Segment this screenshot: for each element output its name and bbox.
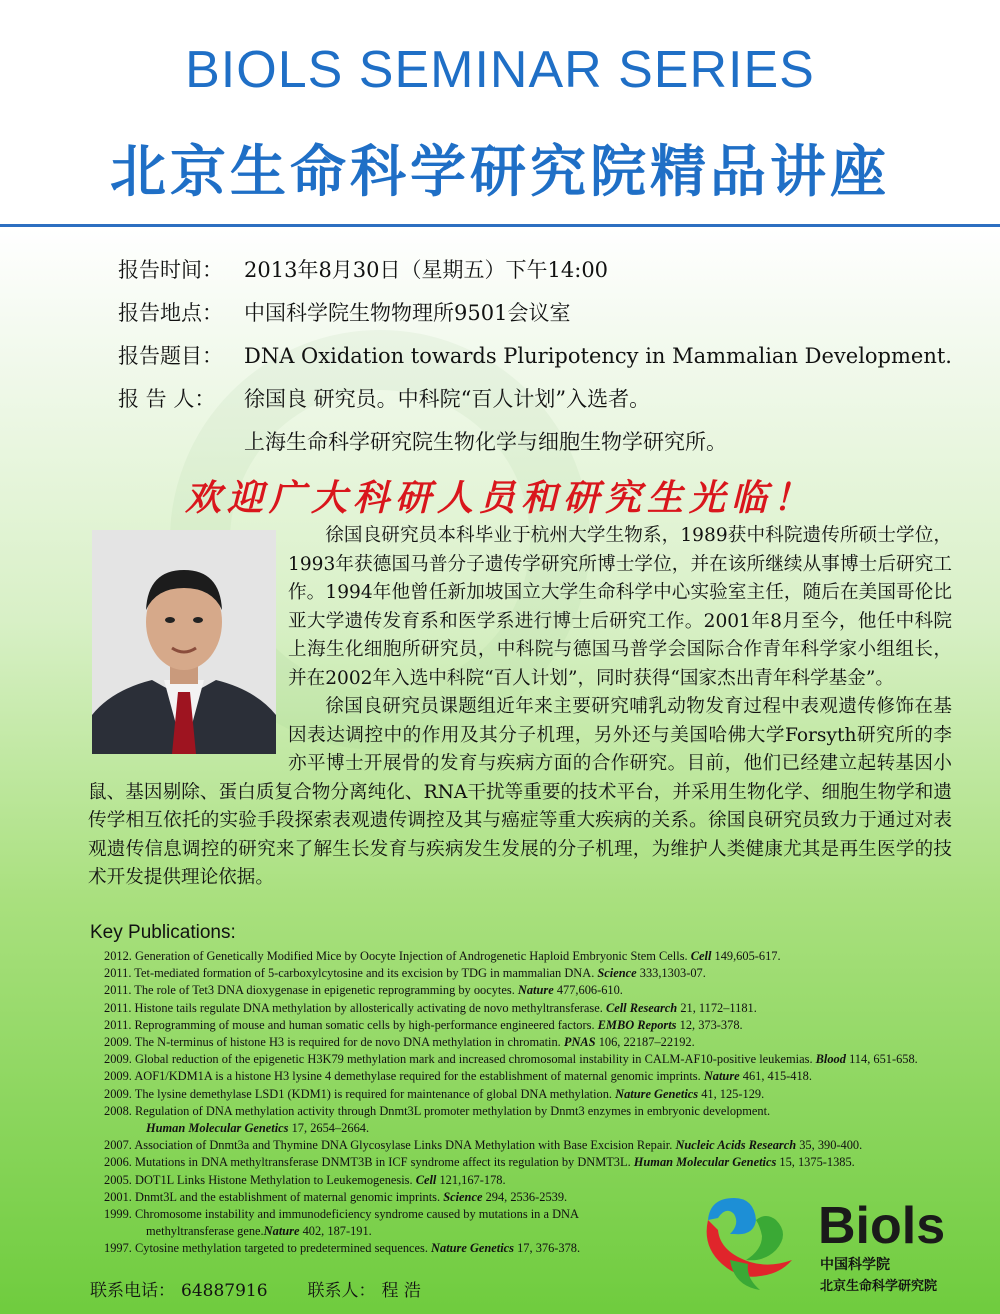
publication-item xyxy=(104,1086,974,1103)
pub-year: 2011. xyxy=(104,983,132,998)
pub-ref: 477,606-610. xyxy=(556,983,623,998)
pub-journal: Blood xyxy=(815,1052,846,1067)
pub-ref: 121,167-178. xyxy=(439,1172,506,1187)
pub-title: Association of Dnmt3a and Thymine DNA Glycosylase Links DNA Methylation with Base Excision Repair. xyxy=(134,1138,673,1153)
info-time xyxy=(118,254,608,284)
topic-value: DNA Oxidation towards Pluripotency in Mammalian Development. xyxy=(244,344,952,368)
pub-year: 2011. xyxy=(104,1017,132,1032)
pub-ref: 402, 187-191. xyxy=(302,1224,372,1239)
pub-journal: Nature xyxy=(263,1224,300,1239)
pub-journal: Nature xyxy=(703,1069,740,1084)
logo-wordmark: Biols xyxy=(818,1197,946,1255)
pub-year: 2012. xyxy=(104,949,132,963)
pub-title: Generation of Genetically Modified Mice by Oocyte Injection of Androgenetic Haploid Embryonic Stem Cells. xyxy=(135,949,688,963)
topic-label: 报告题目： xyxy=(118,344,223,368)
pub-journal: PNAS xyxy=(563,1035,596,1050)
publication-item xyxy=(104,1051,974,1068)
pub-title: The lysine demethylase LSD1 (KDM1) is required for maintenance of global DNA methylation. xyxy=(134,1086,613,1101)
publication-item xyxy=(104,1103,974,1137)
phone-value: 64887916 xyxy=(181,1281,268,1301)
pub-ref: 461, 415-418. xyxy=(742,1069,812,1084)
pub-ref: 41, 125-129. xyxy=(701,1086,765,1101)
speaker-value: 徐国良 研究员。中科院“百人计划”入选者。 xyxy=(244,387,651,411)
pub-journal: Science xyxy=(597,966,637,981)
pub-ref: 294, 2536-2539. xyxy=(485,1189,568,1204)
publication-item xyxy=(104,948,974,965)
logo-institute: 北京生命科学研究院 xyxy=(820,1279,938,1294)
pub-title: Mutations in DNA methyltransferase DNMT3B in ICF syndrome affect its regulation by DNMT3L. xyxy=(135,1155,631,1170)
phone-label: 联系电话： xyxy=(90,1281,175,1301)
time-label: 报告时间： xyxy=(118,258,223,282)
pub-title: Tet-mediated formation of 5-carboxylcytosine and its excision by TDG in mammalian DNA. xyxy=(134,966,595,981)
pub-year: 2009. xyxy=(104,1035,132,1050)
pub-year: 2005. xyxy=(104,1172,132,1187)
pub-ref: 114, 651-658. xyxy=(849,1052,918,1067)
pub-title: DOT1L Links Histone Methylation to Leukemogenesis. xyxy=(135,1172,413,1187)
pub-journal: Cell xyxy=(690,949,712,963)
title-chinese: 北京生命科学研究院精品讲座 xyxy=(110,140,890,205)
pub-title: Histone tails regulate DNA methylation by allosterically activating de novo methyltransferase. xyxy=(134,1000,603,1015)
welcome-banner: 欢迎广大科研人员和研究生光临！ xyxy=(184,477,815,519)
publication-item xyxy=(104,1034,974,1051)
contact-info xyxy=(90,1276,427,1301)
speaker-label: 报 告 人： xyxy=(118,387,216,411)
pub-title: Reprogramming of mouse and human somatic cells by high-performance engineered factors. xyxy=(134,1017,595,1032)
pub-journal: Nucleic Acids Research xyxy=(675,1138,797,1153)
pub-journal: Nature Genetics xyxy=(615,1086,699,1101)
pub-journal: Science xyxy=(443,1189,483,1204)
publications-title: Key Publications: xyxy=(90,922,236,943)
pub-title: Regulation of DNA methylation activity through Dnmt3L promoter methylation by Dnmt3 enzymes in embryonic development. xyxy=(135,1103,771,1118)
pub-year: 2009. xyxy=(104,1086,132,1101)
info-topic xyxy=(118,340,952,370)
title-english: BIOLS SEMINAR SERIES xyxy=(185,41,815,99)
pub-year: 2011. xyxy=(104,1000,132,1015)
bio-paragraph-2: 徐国良研究员课题组近年来主要研究哺乳动物发育过程中表观遗传修饰在基因表达调控中的作用及其分子机理，另外还与美国哈佛大学Forsyth研究所的李亦平博士开展骨的发育与疾病方面的合作研究。目前，他们已经建立起转基因小鼠、基因剔除、蛋白质复合物分离纯化、RNA干扰等重要的技术平台，并采用生物化学、细胞生物学和遗传学相互依托的实验手段探索表观遗传调控及其与癌症等重大疾病的关系。徐国良研究员致力于通过对表观遗传信息调控的研究来了解生长发育与疾病发生发展的分子机理，为维护人类健康尤其是再生医学的技术开发提供理论依据。 xyxy=(88,696,952,888)
publication-item xyxy=(104,1137,974,1154)
header-divider xyxy=(0,224,1000,227)
publication-item xyxy=(104,1017,974,1034)
speaker-photo xyxy=(92,530,276,754)
pub-journal: Nature xyxy=(517,983,554,998)
pub-title: Global reduction of the epigenetic H3K79 methylation mark and increased chromosomal instability in CALM-AF10-positive leukemias. xyxy=(135,1052,813,1067)
pub-year: 2009. xyxy=(104,1052,132,1067)
pub-ref: 333,1303-07. xyxy=(639,966,706,981)
pub-journal: Human Molecular Genetics xyxy=(146,1121,289,1136)
pub-ref: 12, 373-378. xyxy=(679,1017,743,1032)
pub-journal: EMBO Reports xyxy=(597,1017,677,1032)
pub-title: The N-terminus of histone H3 is required for de novo DNA methylation in chromatin. xyxy=(134,1035,561,1050)
publication-item xyxy=(104,982,974,999)
pub-title: Chromosome instability and immunodeficiency syndrome caused by mutations in a DNA xyxy=(135,1207,579,1222)
pub-journal: Cell Research xyxy=(605,1000,678,1015)
pub-journal: Human Molecular Genetics xyxy=(633,1155,777,1170)
person-label: 联系人： xyxy=(307,1281,376,1301)
publication-item xyxy=(104,1172,974,1189)
publication-item xyxy=(104,965,974,982)
pub-ref: 21, 1172–1181. xyxy=(680,1000,757,1015)
pub-title: Dnmt3L and the establishment of maternal genomic imprints. xyxy=(135,1189,441,1204)
pub-year: 1999. xyxy=(104,1207,132,1222)
pub-year: 2006. xyxy=(104,1155,132,1170)
bio-paragraph-1: 徐国良研究员本科毕业于杭州大学生物系，1989获中科院遗传所硕士学位，1993年获德国马普分子遗传学研究所博士学位，并在该所继续从事博士后研究工作。1994年他曾任新加坡国立大学生命科学中心实验室主任，随后在美国哥伦比亚大学遗传发育系和医学系进行博士后研究工作。2001年8月至今，他任中科院上海生化细胞所研究员，中科院与德国马普学会国际合作青年科学家小组组长，并在2002年入选中科院“百人计划”，同时获得“国家杰出青年科学基金”。 xyxy=(288,525,952,689)
pub-title: AOF1/KDM1A is a histone H3 lysine 4 demethylase required for the establishment of maternal genomic imprints. xyxy=(134,1069,701,1084)
pub-year: 1997. xyxy=(104,1241,132,1256)
speaker-affiliation: 上海生命科学研究院生物化学与细胞生物学研究所。 xyxy=(244,430,727,454)
pub-ref: 17, 2654–2664. xyxy=(291,1121,370,1136)
pub-title-cont: methyltransferase gene. xyxy=(146,1224,264,1239)
logo-cas: 中国科学院 xyxy=(820,1257,890,1273)
pub-year: 2007. xyxy=(104,1138,132,1153)
pub-ref: 17, 376-378. xyxy=(517,1241,581,1256)
pub-journal: Cell xyxy=(415,1172,437,1187)
publication-item xyxy=(104,1000,974,1017)
pub-year: 2009. xyxy=(104,1069,132,1084)
speaker-portrait-icon xyxy=(92,530,276,754)
pub-ref: 15, 1375-1385. xyxy=(779,1155,855,1170)
poster-header xyxy=(0,0,1000,226)
pub-ref: 35, 390-400. xyxy=(799,1138,863,1153)
publication-item xyxy=(104,1068,974,1085)
place-value: 中国科学院生物物理所9501会议室 xyxy=(244,301,571,325)
pub-ref: 149,605-617. xyxy=(714,949,781,963)
pub-ref: 106, 22187–22192. xyxy=(598,1035,695,1050)
pub-continuation xyxy=(104,1120,974,1137)
info-speaker xyxy=(118,383,650,413)
publication-item xyxy=(104,1154,974,1171)
person-value: 程 浩 xyxy=(381,1281,421,1301)
pub-year: 2001. xyxy=(104,1189,132,1204)
info-place xyxy=(118,297,570,327)
pub-title: The role of Tet3 DNA dioxygenase in epigenetic reprogramming by oocytes. xyxy=(134,983,515,998)
pub-journal: Nature Genetics xyxy=(431,1241,514,1256)
pub-year: 2008. xyxy=(104,1103,132,1118)
place-label: 报告地点： xyxy=(118,301,223,325)
pub-year: 2011. xyxy=(104,966,132,981)
pub-title: Cytosine methylation targeted to predetermined sequences. xyxy=(135,1241,428,1256)
time-value: 2013年8月30日（星期五）下午14:00 xyxy=(244,258,609,282)
